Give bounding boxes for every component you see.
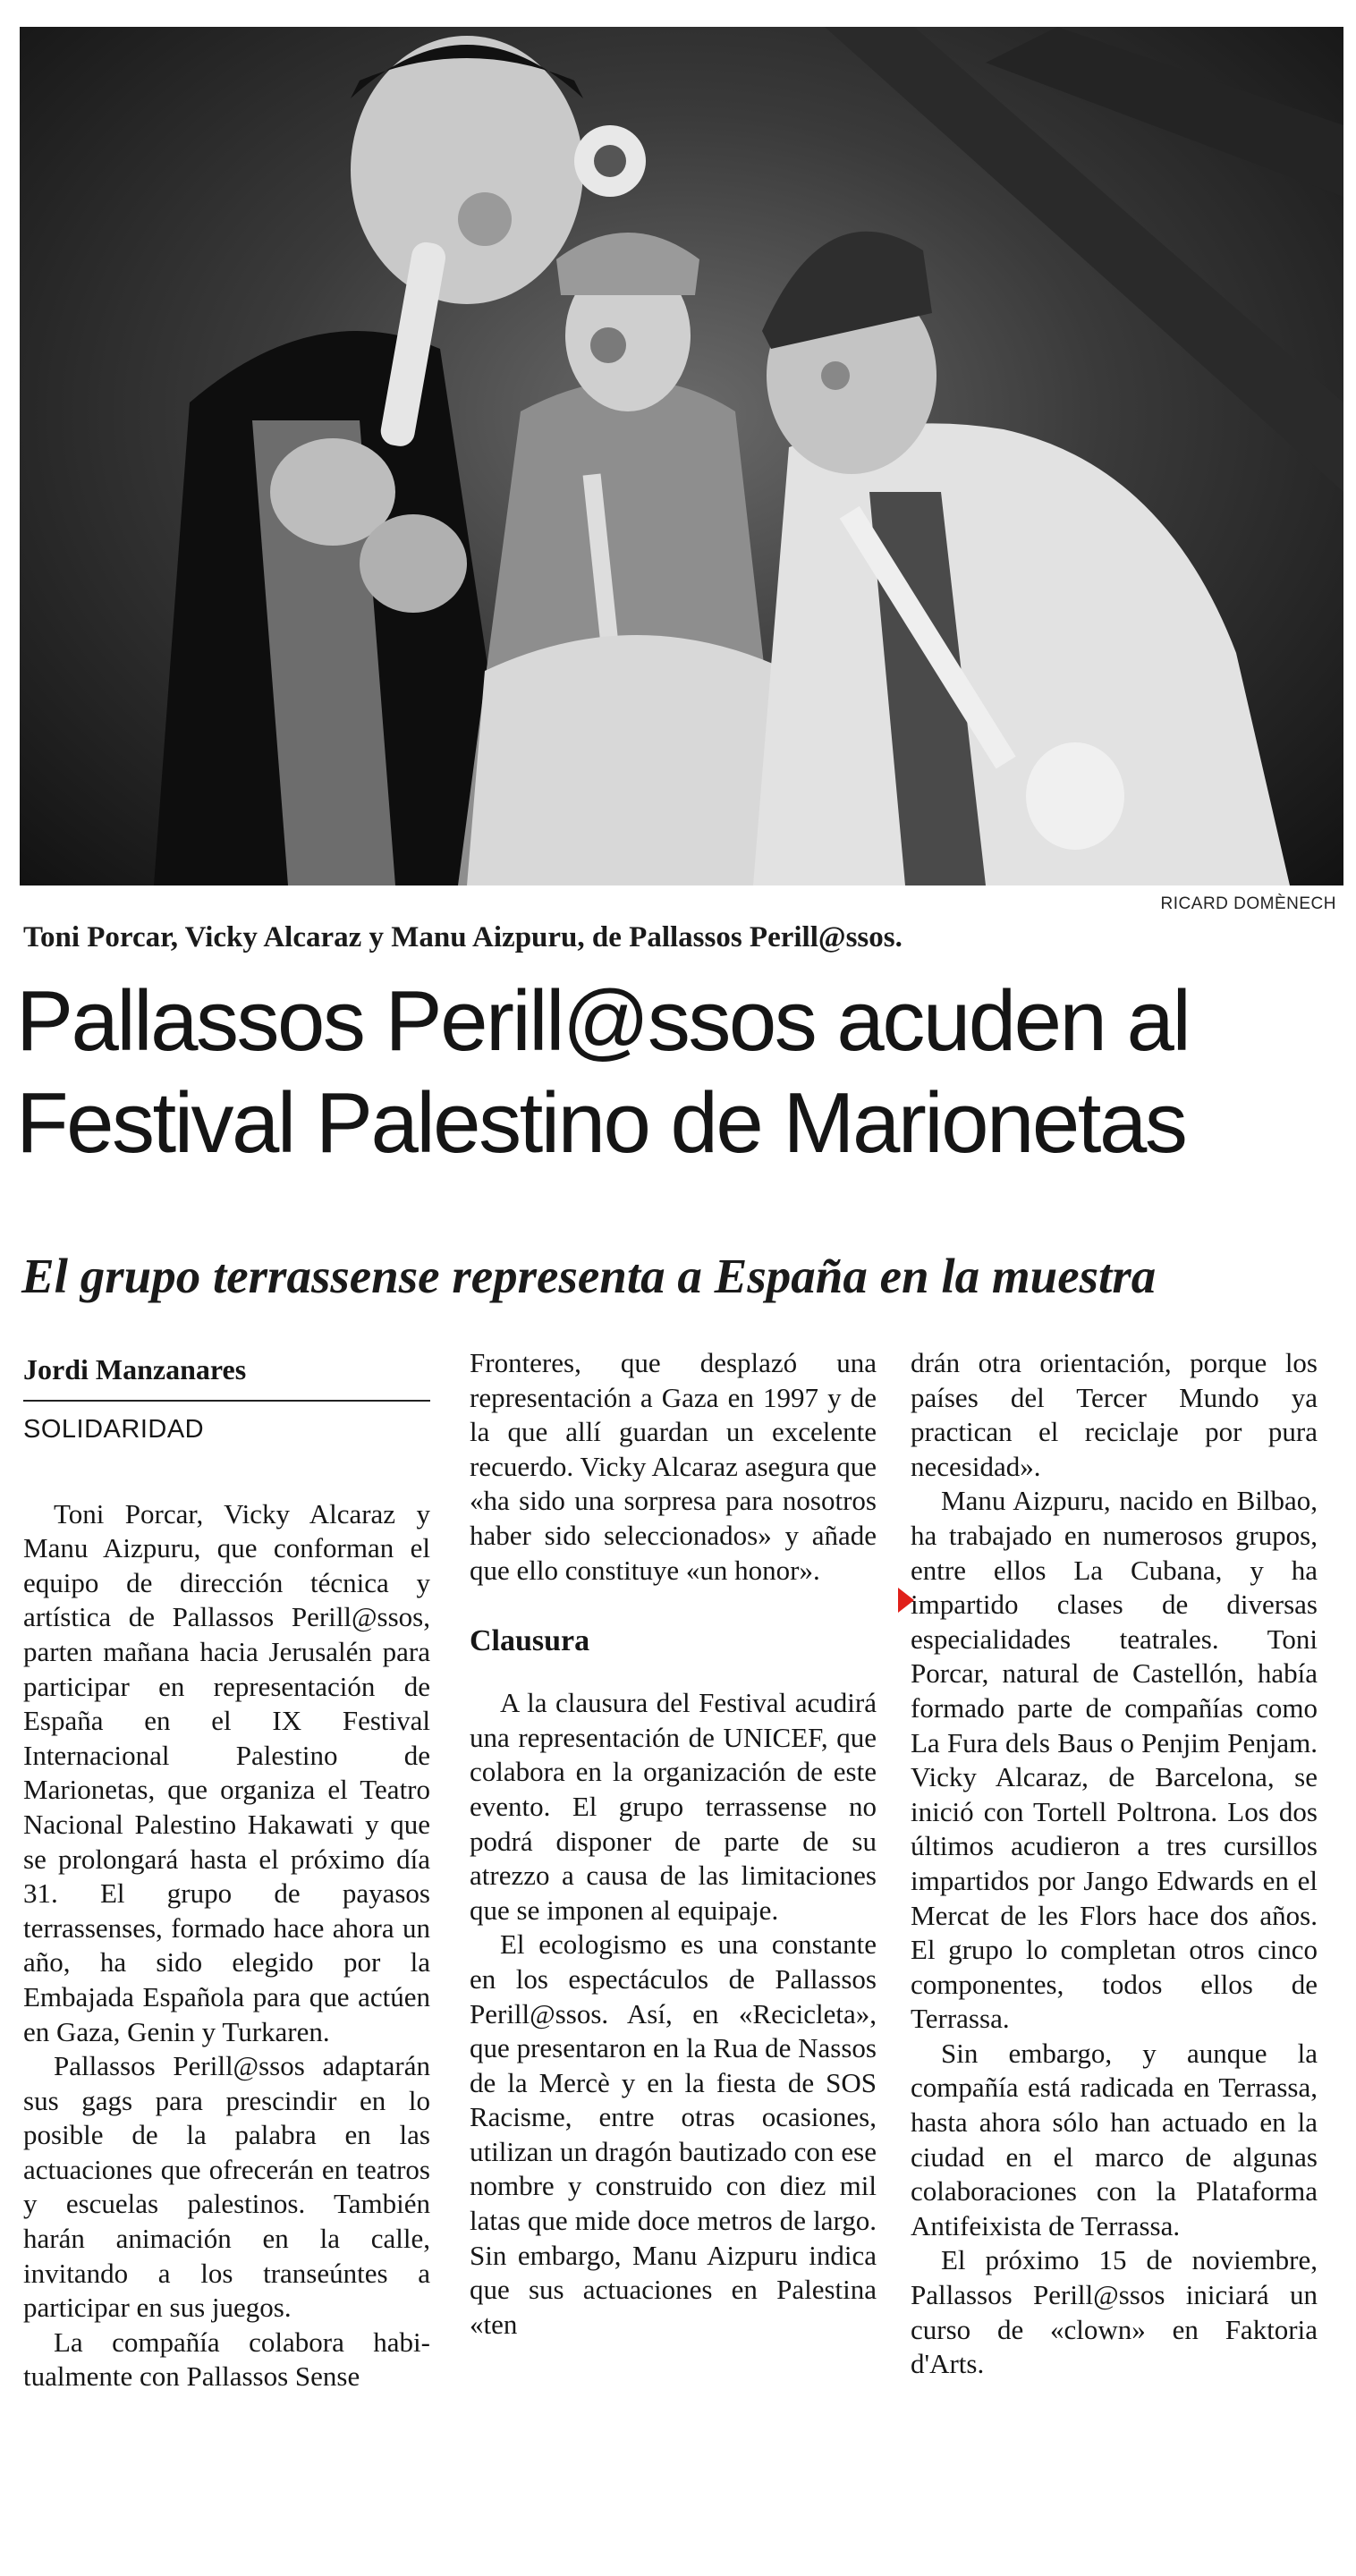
section-subtitle: Clausura [470,1624,590,1658]
red-arrow-marker-icon [898,1588,914,1613]
paragraph: La compañía colabora habitualmente con Pallassos Sense [23,2326,430,2393]
paragraph-continued: drán otra orientación, porque los países del Tercer Mundo ya practican el reciclaje por pura necesidad». [911,1347,1318,1482]
paragraph: Toni Porcar, Vicky Alcaraz y Manu Aizpuru, que conforman el equipo de dirección técnica y artística de Pallassos Perill@ssos, parten mañana hacia Jerusalén para participar en representación de España en el IX Festival Internacional Palestino de Marionetas, que organiza el Teatro Nacional Palestino Hakawati y que se prolongará hasta el próximo día 31. El grupo de payasos terrassenses, formado hace ahora un año, ha sido elegido por la Embajada Española para que actúen en Gaza, Genin y Turkaren. [23,1497,430,2047]
photo-caption: Toni Porcar, Vicky Alcaraz y Manu Aizpuru, de Pallassos Perill@ssos. [23,921,903,953]
paragraph: El ecologismo es una constante en los espectáculos de Pallassos Perill@ssos. Así, en «Recicleta», que presentaron en la Rua de Nassos de la Mercè y en la fiesta de SOS Racisme, entre otras ocasiones, utilizan un dragón bautizado con ese nombre y construido con diez mil latas que mide doce metros de largo. Sin embargo, Manu Aizpuru indica que sus actuaciones en Palestina «ten [470,1928,877,2340]
article-photo [20,27,1343,886]
paragraph: El próximo 15 de noviembre, Pallassos Perill@ssos iniciará un curso de «clown» en Faktoria d'Arts. [911,2244,1318,2380]
headline-line-1: Pallassos Perill@ssos acuden al [16,973,1190,1069]
paragraph: A la clausura del Festival acudirá una representación de UNICEF, que colabora en la organización de este evento. El grupo terrassense no podrá disponer de parte de su atrezzo a causa de las limitaciones que se imponen al equipaje. [470,1687,877,1926]
article-column-2 [470,1346,877,2342]
article-column-3 [911,1346,1318,2382]
paragraph-continued: Fronteres, que desplazó una representación a Gaza en 1997 y de la que allí guardan un excelente recuerdo. Vicky Alcaraz asegura que «ha sido una sorpresa para nosotros haber sido seleccionados» y añade que ello constituye «un honor». [470,1347,877,1586]
byline-divider [23,1400,430,1402]
subheadline: El grupo terrassense representa a España en la muestra [21,1249,1157,1303]
author-byline: Jordi Manzanares [23,1353,247,1385]
headline-line-2: Festival Palestino de Marionetas [16,1075,1186,1171]
clowns-photo-illustration [20,27,1343,886]
article-column-1 [23,1346,430,2394]
paragraph: Pallassos Perill@ssos adaptarán sus gags para prescindir en lo posible de la palabra en las actuaciones que ofrecerán en teatros y escuelas palestinos. También harán animación en la calle, invitando a los transeúntes a participar en sus juegos. [23,2050,430,2324]
paragraph: Sin embargo, y aunque la compañía está radicada en Terrassa, hasta ahora sólo han actuado en la ciudad en el marco de algunas colaboraciones con la Plataforma Antifeixista de Terrassa. [911,2037,1318,2241]
headline [16,970,1349,1174]
paragraph: Manu Aizpuru, nacido en Bilbao, ha trabajado en numerosos grupos, entre ellos La Cubana, y ha impartido clases de diversas especialidades teatrales. Toni Porcar, natural de Castellón, había formado parte de compañías como La Fura dels Baus o Penjim Penjam. Vicky Alcaraz, de Barcelona, se inició con Tortell Poltrona. Los dos últimos acudieron a tres cursillos impartidos por Jango Edwards en el Mercat de les Flors hace dos años. El grupo lo completan otros cinco componentes, todos ellos de Terrassa. [911,1485,1318,2035]
section-label: SOLIDARIDAD [23,1415,205,1444]
photo-credit: RICARD DOMÈNECH [1160,894,1336,913]
